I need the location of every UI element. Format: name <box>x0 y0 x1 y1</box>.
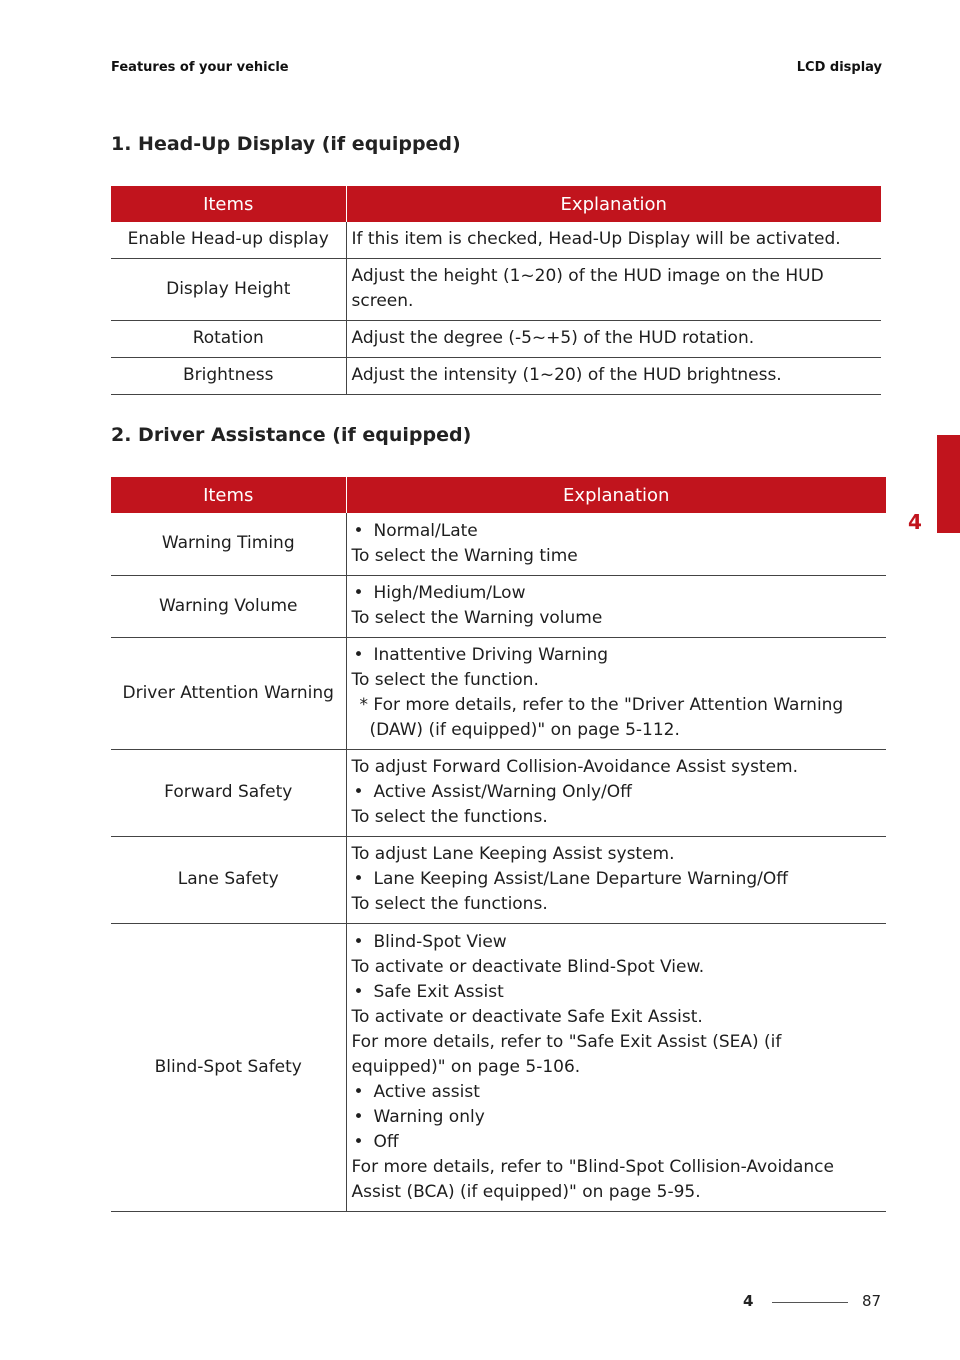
bullet-option: • Warning only <box>352 1105 881 1130</box>
row-item-name: Forward Safety <box>111 749 346 836</box>
bullet-option: • High/Medium/Low <box>352 581 881 606</box>
explanation-line: To select the Warning volume <box>351 608 603 628</box>
row-item-name: Blind-Spot Safety <box>111 923 346 1211</box>
table-row <box>111 513 886 575</box>
explanation-line: To select the functions. <box>351 894 548 914</box>
row-explanation <box>346 258 881 320</box>
table-header-row <box>111 477 886 513</box>
table-row <box>111 575 886 637</box>
explanation-line: If this item is checked, Head-Up Display will be activated. <box>351 229 841 250</box>
table-row <box>111 749 886 836</box>
explanation-line: To activate or deactivate Blind-Spot View. <box>351 956 705 977</box>
explanation-line: To adjust Forward Collision-Avoidance Assist system. <box>351 757 799 777</box>
explanation-line: Assist (BCA) (if equipped)" on page 5-95. <box>351 1181 701 1202</box>
row-item-name: Display Height <box>111 258 346 320</box>
explanation-line: Adjust the intensity (1~20) of the HUD brightness. <box>351 365 782 385</box>
reference-note: * For more details, refer to the "Driver Attention Warning (DAW) (if equipped)" on page 5-112. <box>359 695 844 740</box>
bullet-option: • Normal/Late <box>352 519 881 544</box>
table-row <box>111 637 886 749</box>
explanation-line: For more details, refer to "Safe Exit Assist (SEA) (if <box>351 1031 782 1052</box>
row-explanation <box>346 923 886 1211</box>
row-item-name: Enable Head-up display <box>111 222 346 258</box>
table-row <box>111 836 886 923</box>
explanation-line: To select the function. <box>351 670 539 690</box>
table-row <box>111 923 886 1211</box>
table-header-row <box>111 186 881 222</box>
column-header-items: Items <box>111 477 346 513</box>
explanation-line: To adjust Lane Keeping Assist system. <box>351 844 675 864</box>
row-explanation <box>346 836 886 923</box>
row-explanation <box>346 575 886 637</box>
footer-divider <box>772 1302 848 1303</box>
bullet-option: • Inattentive Driving Warning <box>352 643 881 668</box>
section-title-hud: 1. Head-Up Display (if equipped) <box>111 133 461 155</box>
chapter-side-number: 4 <box>908 510 922 534</box>
row-explanation <box>346 357 881 394</box>
table-row <box>111 357 881 394</box>
explanation-line: To activate or deactivate Safe Exit Assist. <box>351 1006 703 1027</box>
row-item-name: Warning Volume <box>111 575 346 637</box>
table-row <box>111 222 881 258</box>
explanation-line: Adjust the degree (-5~+5) of the HUD rotation. <box>351 328 755 348</box>
row-item-name: Rotation <box>111 320 346 357</box>
table-row <box>111 258 881 320</box>
explanation-line: equipped)" on page 5-106. <box>351 1056 581 1077</box>
column-header-explanation: Explanation <box>346 477 886 513</box>
footer-page-number: 87 <box>862 1292 882 1310</box>
running-header-topic: LCD display <box>796 60 882 75</box>
hud-settings-table <box>111 186 881 395</box>
explanation-line: screen. <box>351 291 414 311</box>
row-item-name: Driver Attention Warning <box>111 637 346 749</box>
bullet-option: • Blind-Spot View <box>352 930 881 955</box>
bullet-option: • Off <box>352 1130 881 1155</box>
chapter-side-tab <box>937 435 960 533</box>
row-explanation <box>346 320 881 357</box>
bullet-option: • Safe Exit Assist <box>352 980 881 1005</box>
row-item-name: Lane Safety <box>111 836 346 923</box>
running-header-section: Features of your vehicle <box>111 60 289 75</box>
explanation-line: To select the Warning time <box>351 545 578 566</box>
row-explanation <box>346 637 886 749</box>
row-item-name: Warning Timing <box>111 513 346 575</box>
section-title-driver-assistance: 2. Driver Assistance (if equipped) <box>111 424 472 446</box>
table-row <box>111 320 881 357</box>
row-explanation <box>346 749 886 836</box>
row-explanation <box>346 513 886 575</box>
bullet-option: • Lane Keeping Assist/Lane Departure Warning/Off <box>352 867 881 892</box>
explanation-line: Adjust the height (1~20) of the HUD image on the HUD <box>351 266 824 286</box>
explanation-line: To select the functions. <box>351 807 548 827</box>
column-header-items: Items <box>111 186 346 222</box>
explanation-line: For more details, refer to "Blind-Spot Collision-Avoidance <box>351 1156 834 1177</box>
footer-chapter-number: 4 <box>743 1292 754 1310</box>
driver-assistance-table <box>111 477 886 1212</box>
bullet-option: • Active Assist/Warning Only/Off <box>352 780 881 805</box>
row-explanation <box>346 222 881 258</box>
bullet-option: • Active assist <box>352 1080 881 1105</box>
column-header-explanation: Explanation <box>346 186 881 222</box>
row-item-name: Brightness <box>111 357 346 394</box>
